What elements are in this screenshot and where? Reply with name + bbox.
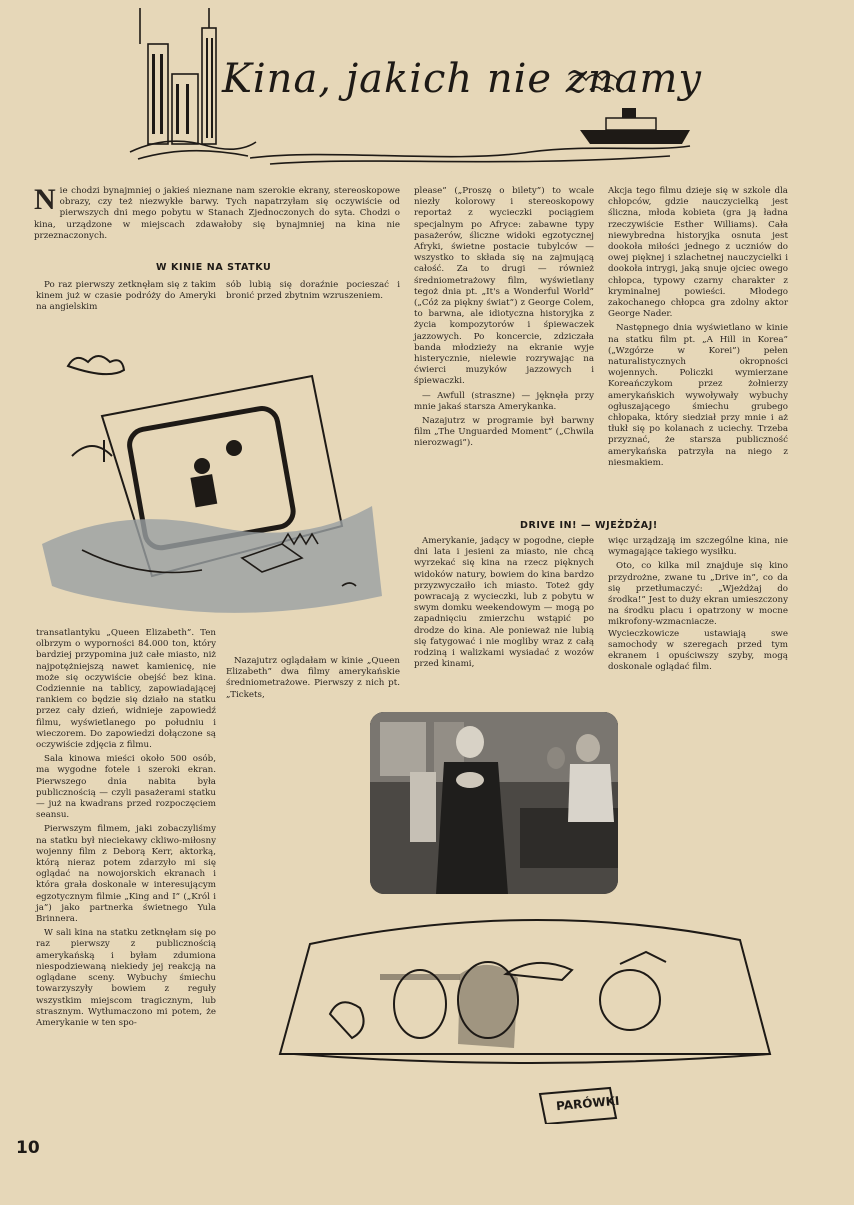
ship-illustration xyxy=(580,108,690,144)
page-title: Kina, jakich nie znamy xyxy=(222,56,703,102)
intro-text: ie chodzi bynajmniej o jakieś nieznane nam szerokie ekrany, stereoskopowe obrazy, czy też niezwykłe barwy. Tych napatrzyłam się oczywiście od pierwszych dni mego pobytu w Stanach Zjednoczonych do syta. Chodzi o kina, urządzone w miejscach zdawałoby się bynajmniej na kina nie przeznaczonych. xyxy=(34,186,400,241)
column-1-bottom: transatlantyku „Queen Elizabeth”. Ten olbrzym o wyporności 84.000 ton, który bardziej przypomina już całe miasto, niż najpotężniejszą nawet kamienicę, nie może się oczywiście obejść bez kina. Codziennie na tablicy, zapowiadającej rankiem co będzie się działo na statku przez cały dzień, widnieje zapowiedź filmu, wyświetlanego po południu i wieczorem. Do zapowiedzi dołączone są oczywiście zdjęcia z filmu. Sala kinowa mieści około 500 osób, ma wygodne fotele i szeroki ekran. Pierwszego dnia nabita była publicznością — czyli pasażerami statku — już na kwadrans przed rozpoczęciem seansu. Pierwszym filmem, jaki zobaczyliśmy na statku był nieciekawy ckliwo-miłosny wojenny film z Deborą Kerr, aktorką, którą nieraz potem zdarzyło mi się oglądać na nowojorskich ekranach i która grała doskonale w interesującym egzotycznym filmie „King and I” („Król i ja”) jako partnerka świetnego Yula Brinnera. W sali kina na statku zetknęłam się po raz pierwszy z publicznością amerykańską i byłam zdumiona niespodziewaną niekiedy jej reakcją na oglądane sceny. Wybuchy śmiechu towarzyszyły bowiem z reguły wszystkim miejscom tragicznym, lub strasznym. Wytłumaczono mi potem, że Amerykanie w ten spo- xyxy=(36,628,216,1028)
column-2-top: sób lubią się doraźnie pocieszać i bronić przed zbytnim wzruszeniem. xyxy=(226,280,400,302)
column-1-top: Po raz pierwszy zetknęłam się z takim kinem już w czasie podróży do Ameryki na angielskim xyxy=(36,280,216,313)
intro-paragraph xyxy=(34,183,400,242)
column-4-bottom: więc urządzają im szczególne kina, nie wymagające takiego wysiłku. Oto, co kilka mil znajduje się kino przydrożne, zwane tu „Drive in”, co da się przetłumaczyć: „Wjeżdżaj do środka!” Jest to duży ekran umieszczony na środku placu i opatrzony w mocne mikrofony-wzmacniacze. Wycieczkowicze ustawiają swe samochody w szeregach przed tym ekranem i opuściwszy szyby, mogą doskonale oglądać film. xyxy=(608,536,788,673)
film-still-image xyxy=(370,712,618,894)
ship-cinema-illustration xyxy=(42,336,387,622)
column-3-top: please” („Proszę o bilety”) to wcale niezły kolorowy i stereoskopowy reportaż z wycieczki pociągiem specjalnym po Afryce: zabawne typy pasażerów, śliczne widoki egzotycznej Afryki, świetne postacie tubylców — wszystko to składa się na zajmującą całość. Za to drugi — również średniometrażowy film, wyświetlany tegoż dnia pt. „It's a Wonderful World” („Cóż za piękny świat”) z George Colem, to barwna, ale idiotyczna historyjka z życia kompozytorów i śpiewaczek jazzowych. Po koncercie, zdziczała banda młodzieży na ekranie wyje histerycznie, nielewie rozrywając na ćwierci muzyków jazzowych i śpiewaczki. — Awfull (straszne) — jęknęła przy mnie jakaś starsza Amerykanka. Nazajutrz w programie był barwny film „The Unguarded Moment” („Chwila nierozwagi”). xyxy=(414,186,594,449)
film-still-photo xyxy=(370,712,618,894)
section-heading-ship: W KINIE NA STATKU xyxy=(156,262,272,273)
section-heading-drive-in: DRIVE IN! — WJEŻDŻAJ! xyxy=(520,520,658,531)
header-rule-illustration xyxy=(250,60,700,170)
drive-in-car-illustration xyxy=(270,904,790,1124)
page-number: 10 xyxy=(16,1138,40,1158)
drop-cap: N xyxy=(34,183,56,216)
column-2-bottom: Nazajutrz oglądałam w kinie „Queen Elizabeth” dwa filmy amerykańskie średniometrażowe. Pierwszy z nich pt. „Tickets, xyxy=(226,656,400,700)
car-sign-text: PARÓWKI xyxy=(555,1093,620,1114)
column-4-top: Akcja tego filmu dzieje się w szkole dla chłopców, gdzie nauczycielką jest śliczna, młoda kobieta (gra ją ładna rzeczywiście Esther Williams). Cała niewybredna historyjka osnuta jest dookoła miłości jednego z uczniów do owej pięknej i szlachetnej nauczycielki i dookoła intrygi, jaką snuje ojciec owego chłopca, typowy czarny charakter z kryminalnej powieści. Młodego zakochanego chłopca gra zdolny aktor George Nader. Następnego dnia wyświetlano w kinie na statku film pt. „A Hill in Korea” („Wzgórze w Korei”) pełen naturalistycznych okropności wojennych. Policzki wymierzane Koreańczykom przez żołnierzy amerykańskich wywoływały wybuchy ogłuszającego śmiechu grubego chłopaka, który siedział przy mnie i aż tłukł się po kolanach z uciechy. Trzeba przyznać, że starsza publiczność amerykańska patrzyła na niego z niesmakiem. xyxy=(608,186,788,468)
column-3-bottom: Amerykanie, jadący w pogodne, ciepłe dni lata i jesieni za miasto, nie chcą wyrzekać się kina na rzecz pięknych widoków natury, bowiem do kina bardzo przyzwyczaiło ich miasto. Toteż gdy powracają z wycieczki, lub z pobytu w swym domku weekendowym — mogą po zapadnięciu zmierzchu wstąpić po drodze do kina. Ale ponieważ nie lubią się fatygować i nie mogliby wraz z całą rodziną i walizkami wysiadać z wozów przed kinami, xyxy=(414,536,594,670)
